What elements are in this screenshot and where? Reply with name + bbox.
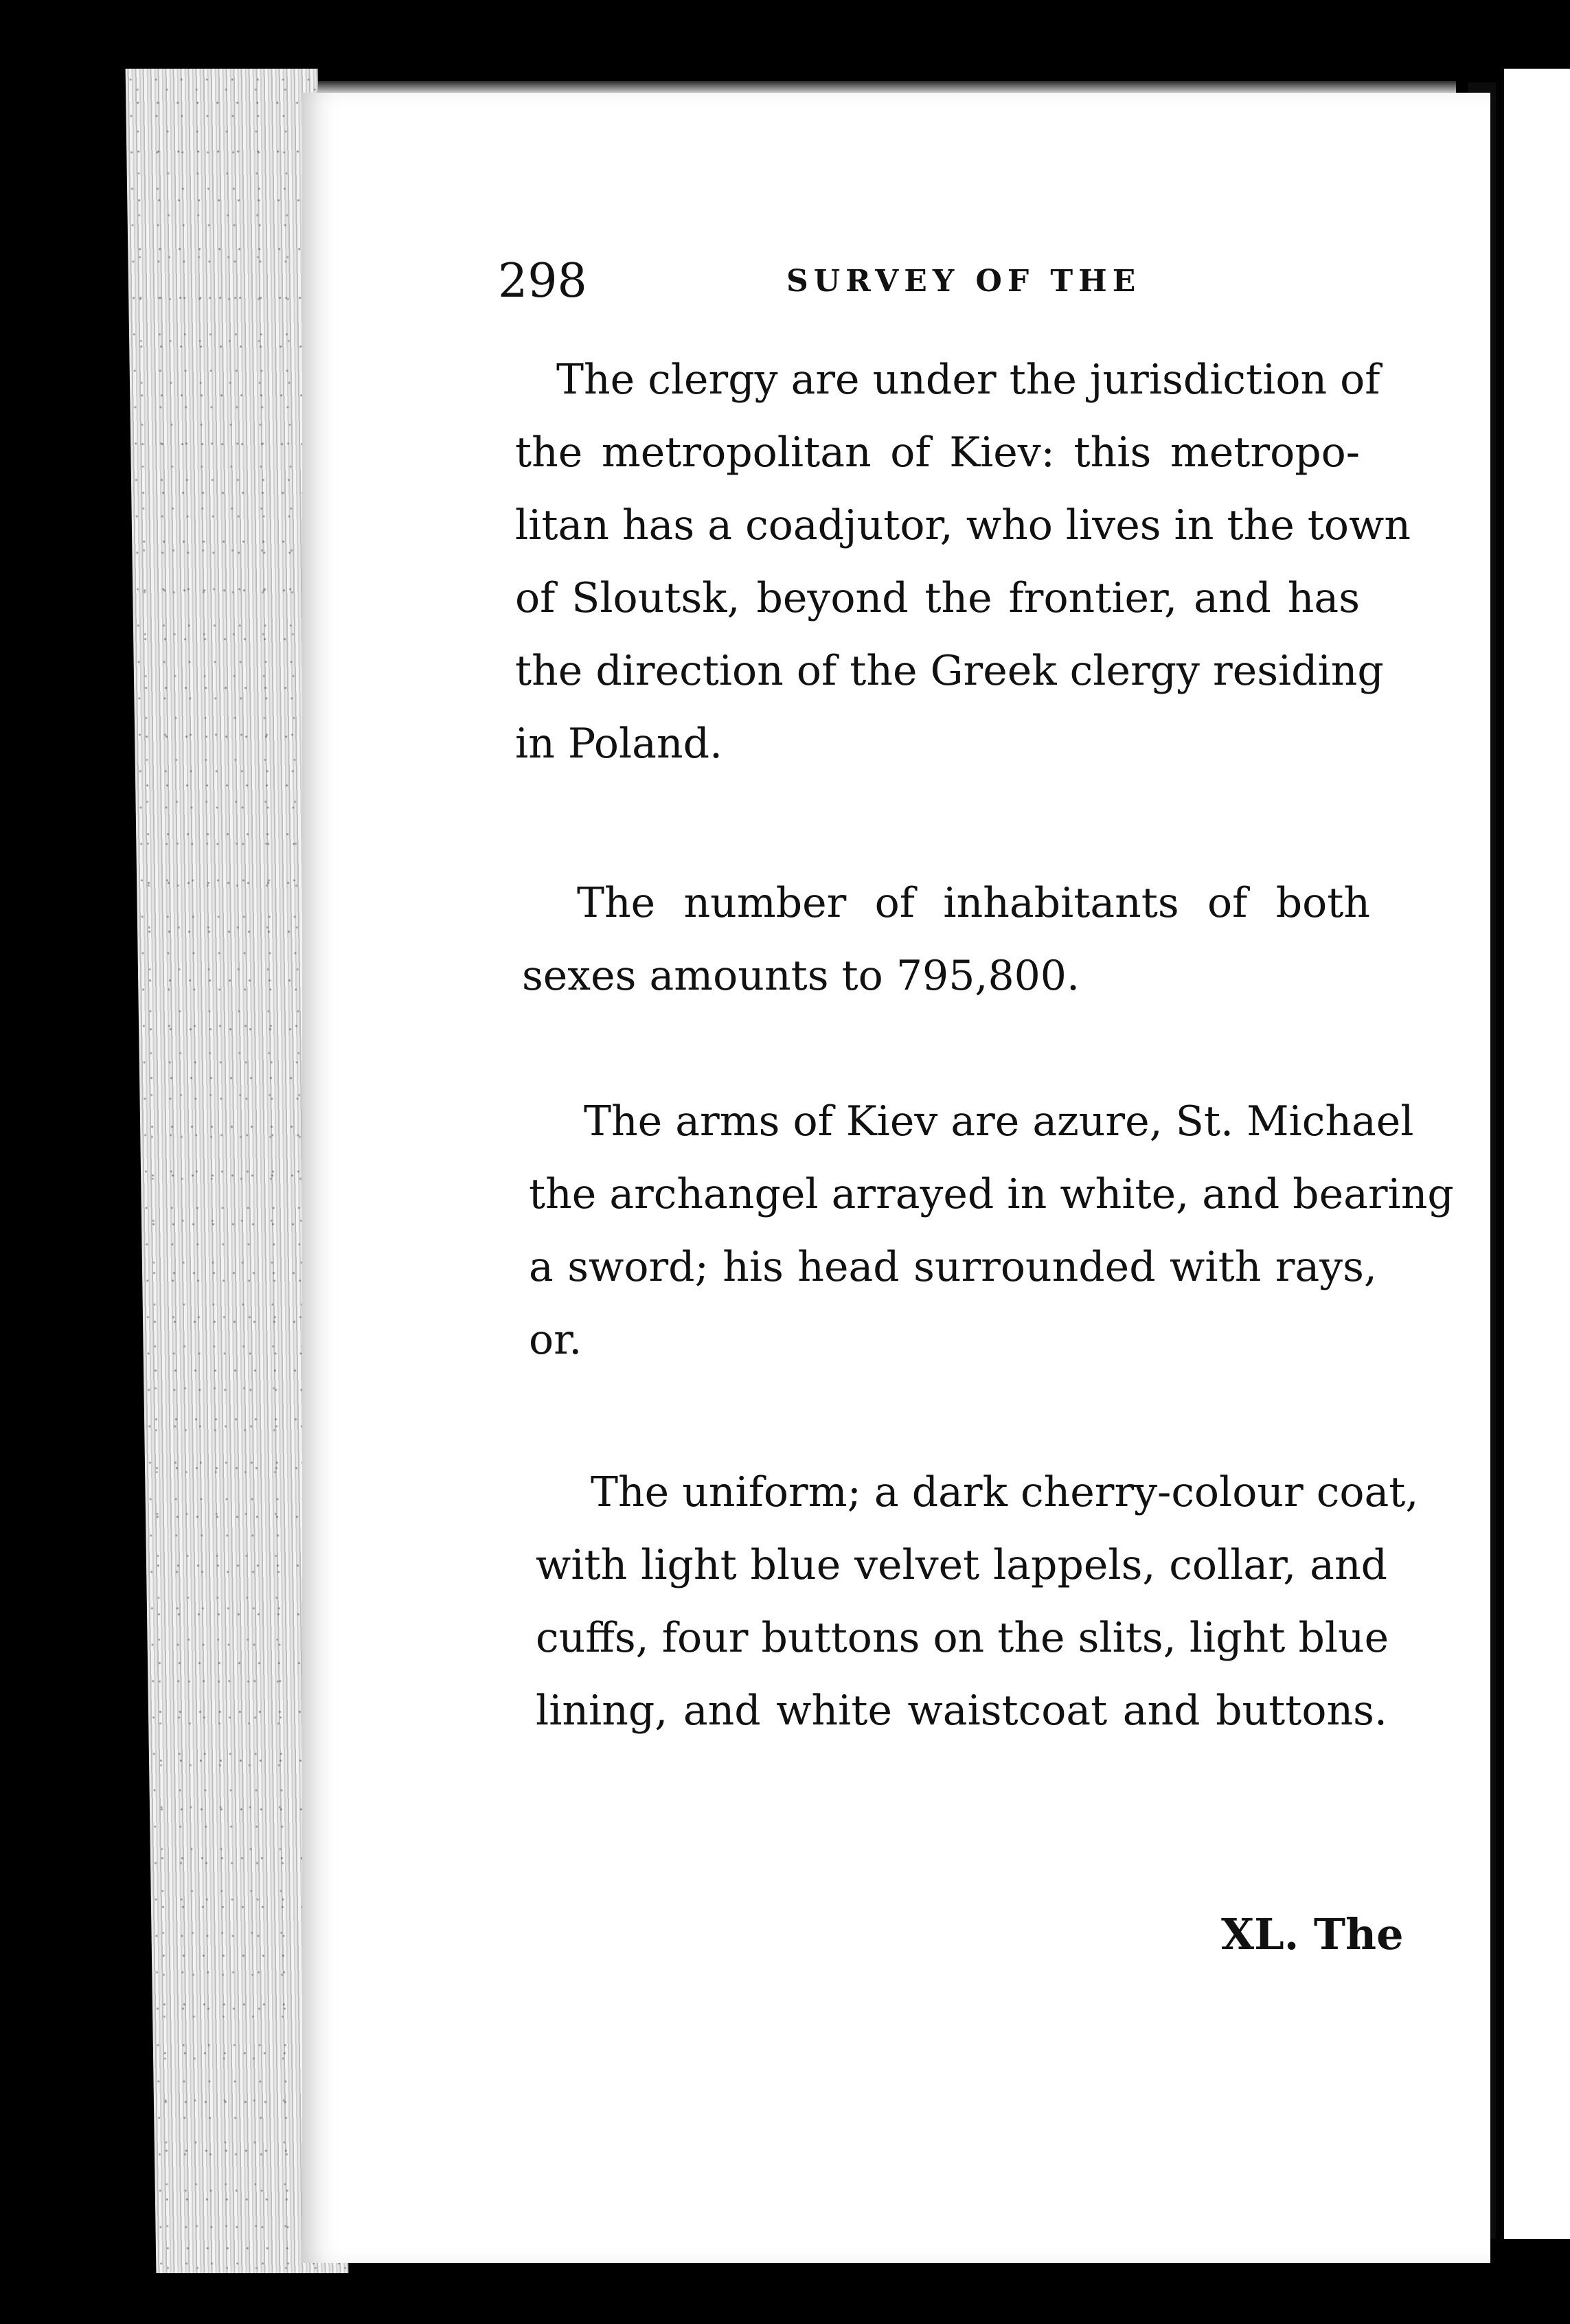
catchword: XL. The [1221,1909,1404,1959]
text-line: litan has a coadjutor, who lives in the town [515,501,1411,549]
text-line: The arms of Kiev are azure, St. Michael [584,1097,1414,1146]
running-title: SURVEY OF THE [786,264,1141,299]
text-line: sexes amounts to 795,800. [522,952,1080,1000]
text-line: in Poland. [515,720,723,768]
text-line: with light blue velvet lappels, collar, and [536,1541,1387,1589]
paragraph-inhabitants [522,867,1370,1012]
facing-page-edge [1504,69,1570,2239]
paragraph-uniform [536,1456,1419,1747]
text-line: The number of inhabitants of both [577,879,1370,927]
text-line: the direction of the Greek clergy residing [515,647,1384,695]
page-number: 298 [498,254,587,308]
paragraph-clergy [515,343,1411,780]
paragraph-arms [529,1085,1454,1376]
text-line: lining, and white waistcoat and buttons. [536,1687,1387,1735]
text-line: of Sloutsk, beyond the frontier, and has [515,574,1360,622]
text-line: a sword; his head surrounded with rays, [529,1243,1377,1291]
text-line: The uniform; a dark cherry-colour coat, [591,1468,1419,1516]
text-line: the archangel arrayed in white, and bearing [529,1170,1454,1218]
text-line: cuffs, four buttons on the slits, light blue [536,1614,1389,1662]
running-head [498,254,1473,323]
text-line: The clergy are under the jurisdiction of [556,356,1380,404]
text-line: the metropolitan of Kiev: this metropo- [515,429,1360,477]
text-line: or. [529,1316,582,1364]
